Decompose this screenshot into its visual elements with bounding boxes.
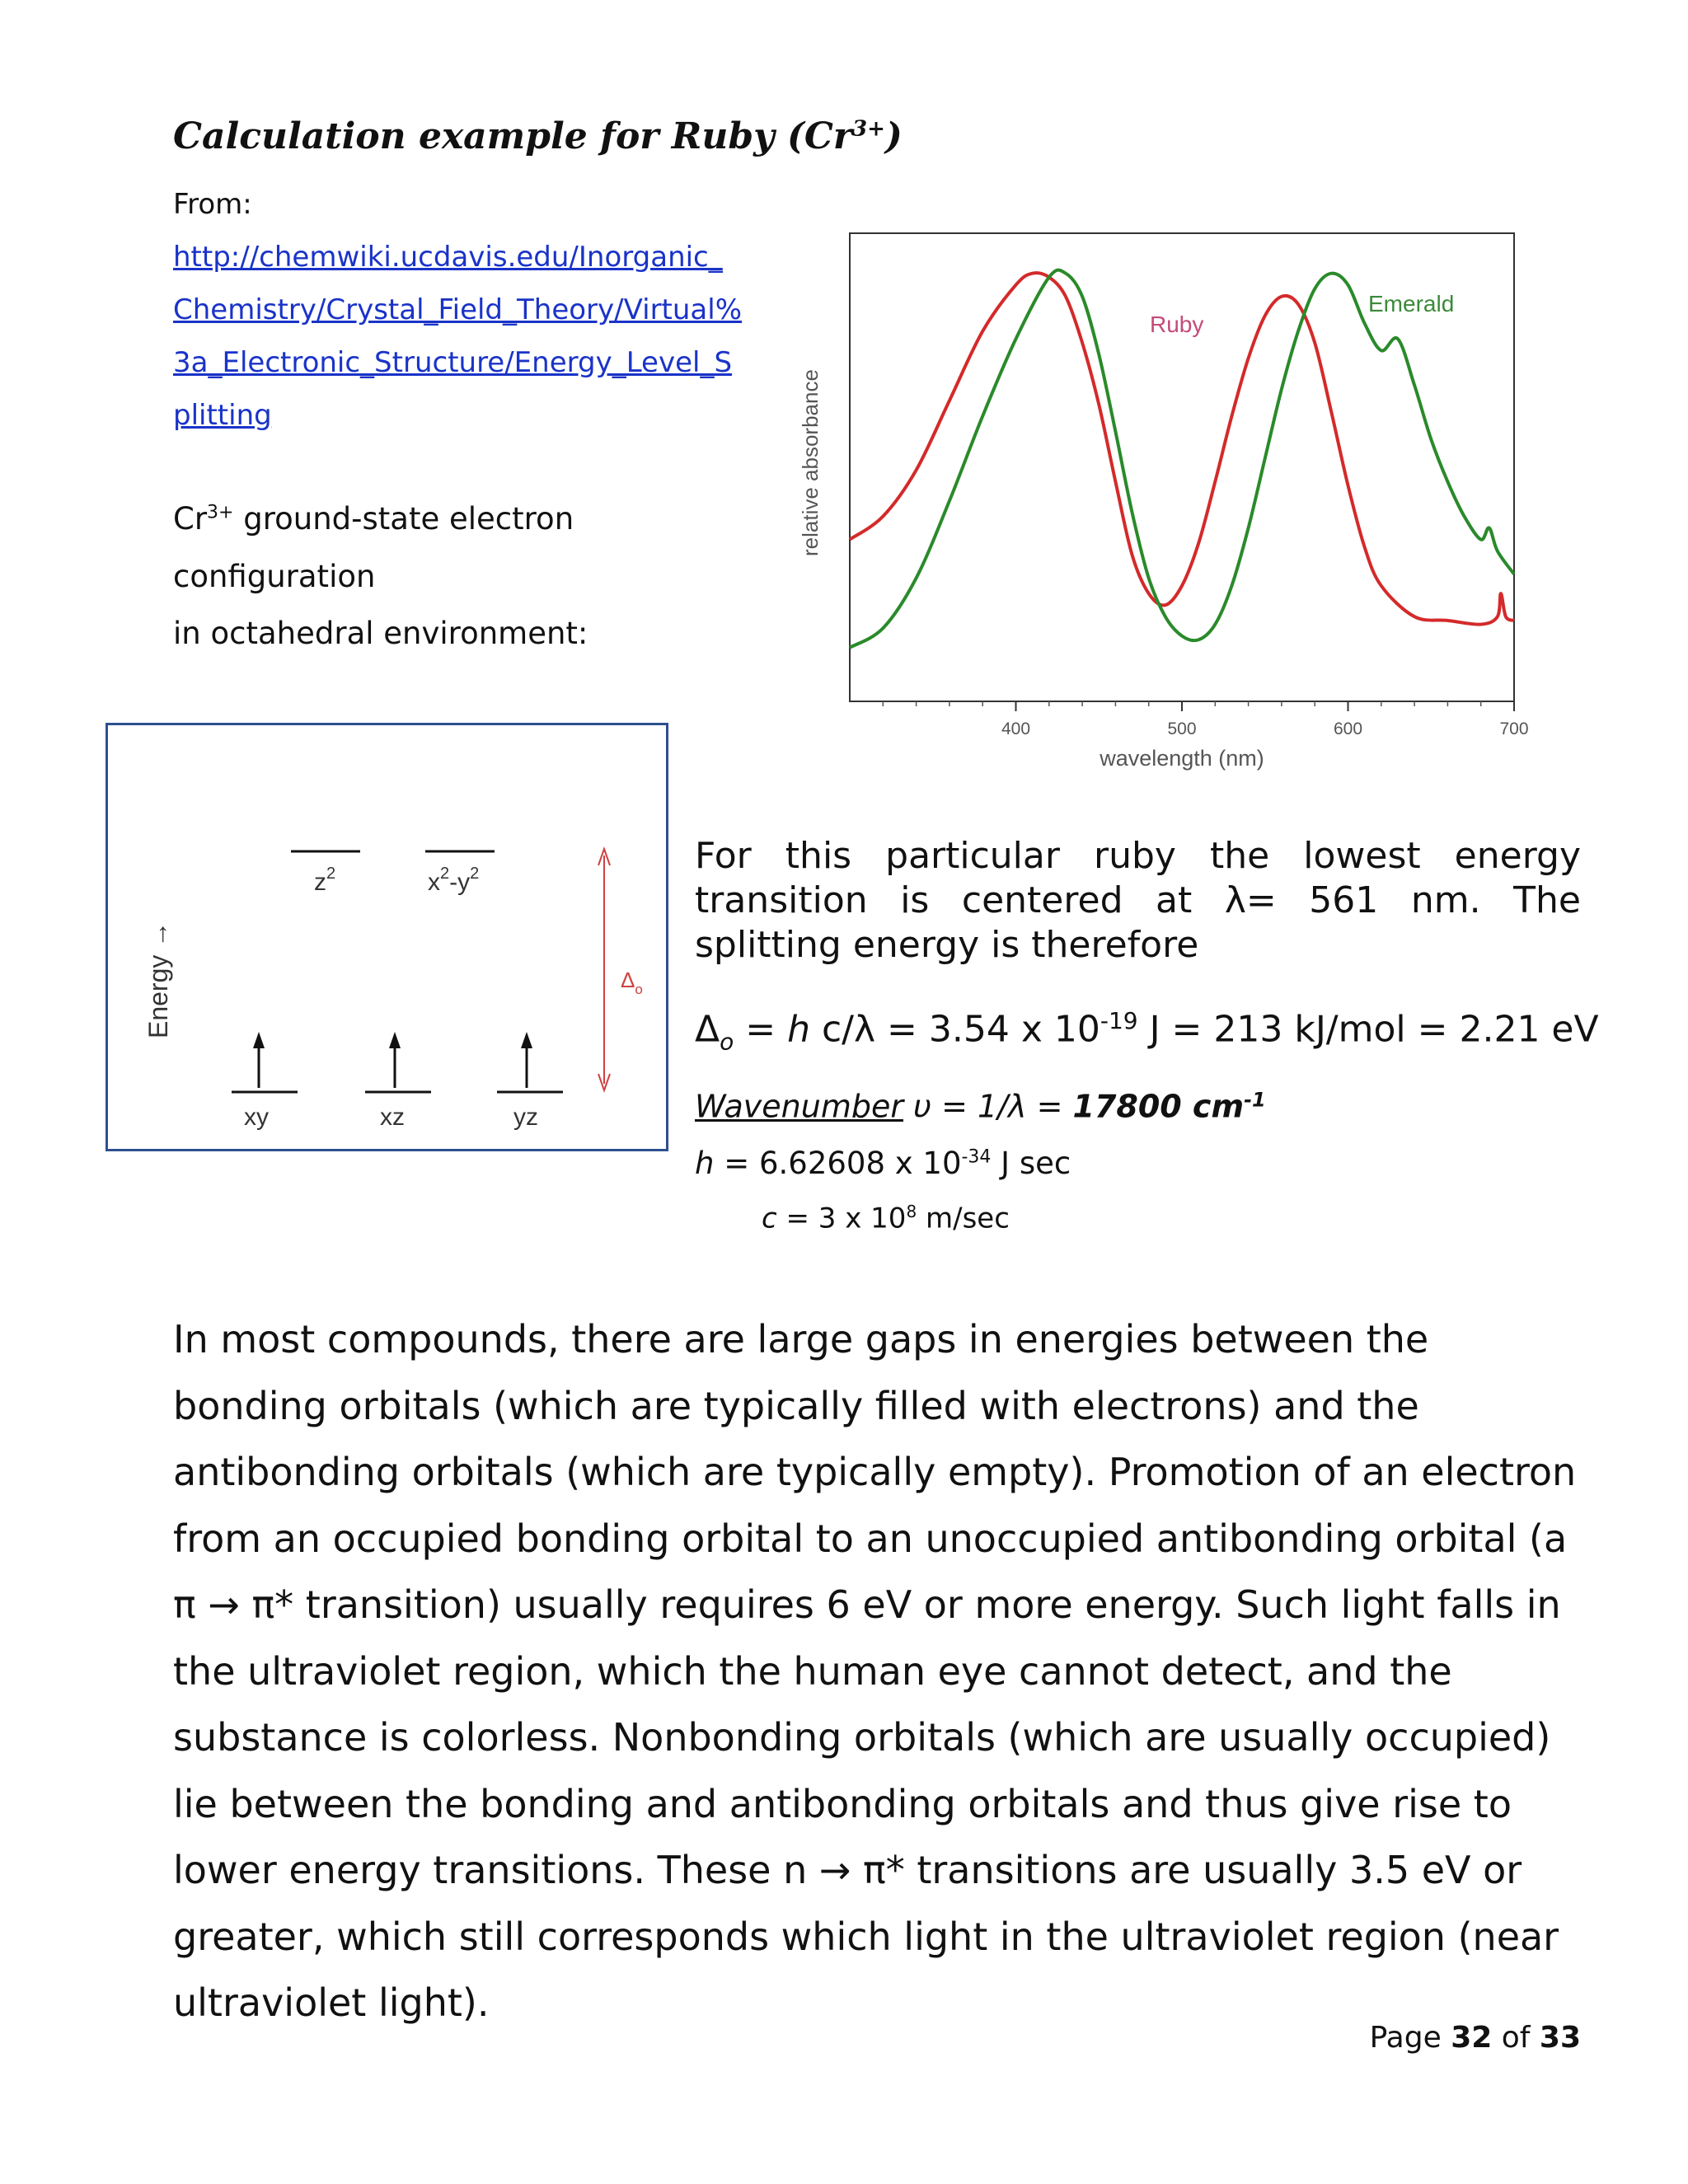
electron-spin-xz [389,1032,401,1088]
source-label: From: [173,188,252,221]
source-link-line-1[interactable]: http://chemwiki.ucdavis.edu/Inorganic_ [173,241,723,274]
orbital-label-x2y2: $x^2-y^2$ [428,865,480,896]
electron-spin-yz [521,1032,532,1088]
heading-charge: 3+ [852,116,885,142]
heading-text: Calculation example for Ruby (Cr [173,115,853,157]
orbital-label-xz: xz [380,1104,405,1131]
config-line-2: configuration [173,559,376,594]
splitting-energy-equation: $\Delta_o = h$ c/λ = 3.54 x $10^{-19}$ J = 213 kJ/mol = 2.21 eV [695,1007,1599,1056]
config-line-1: $Cr^{3+}$ ground-state electron [173,501,574,537]
page-heading [173,115,903,157]
x-tick-label: 600 [1333,719,1363,738]
orbital-diagram [106,723,668,1151]
page-number: Page 32 of 33 [1369,2021,1581,2055]
energy-axis-label: Energy → [143,921,173,1038]
speed-of-light: c = 3 x $10^8$ m/sec [762,1202,1010,1235]
electron-spin-xy [253,1032,265,1088]
config-line-3: in octahedral environment: [173,616,588,651]
splitting-arrow [598,849,610,1090]
x-tick-label: 400 [1001,719,1031,738]
x-tick-label: 500 [1167,719,1197,738]
orbital-diagram-svg [108,725,671,1154]
x-tick-label: 700 [1499,719,1529,738]
legend-emerald: Emerald [1368,291,1455,316]
legend-ruby: Ruby [1150,312,1204,337]
heading-close: ) [884,115,903,157]
source-link-line-2[interactable]: Chemistry/Crystal_Field_Theory/Virtual% [173,293,743,326]
wavenumber-equation: Wavenumber υ = 1/λ = 17800 $cm^{-1}$ [695,1088,1266,1125]
orbital-label-yz: yz [513,1104,538,1131]
orbital-label-z2: $z^2$ [314,865,336,896]
source-link-line-3[interactable]: 3a_Electronic_Structure/Energy_Level_S [173,346,733,379]
splitting-label: $\Delta_o$ [621,968,643,997]
orbital-label-xy: xy [244,1104,269,1131]
y-axis-label: relative absorbance [798,369,823,556]
absorbance-chart [787,194,1545,787]
body-paragraph: In most compounds, there are large gaps in energies between the bonding orbitals (which are typically filled with electrons) and the antibonding orbitals (which are typically empty). Promotion of an electron from an occupied bonding orbital to an unoccupied antibonding orbital (a π → π* transition) usually requires 6 eV or more energy. Such light falls in the ultraviolet region, which the human eye cannot detect, and the substance is colorless. Nonbonding orbitals (which are usually occupied) lie between the bonding and antibonding orbitals and thus give rise to lower energy transitions. These n → π* transitions are usually 3.5 eV or greater, which still corresponds which light in the ultraviolet region (near ultraviolet light). [173,1317,1577,2025]
transition-paragraph: For this particular ruby the lowest energy transition is centered at λ= 561 nm. The splitting energy is therefore [695,835,1581,966]
x-axis-label: wavelength (nm) [1100,746,1264,771]
source-link-line-4[interactable]: plitting [173,399,272,432]
planck-constant: h = 6.62608 x $10^{-34}$ J sec [695,1146,1071,1181]
